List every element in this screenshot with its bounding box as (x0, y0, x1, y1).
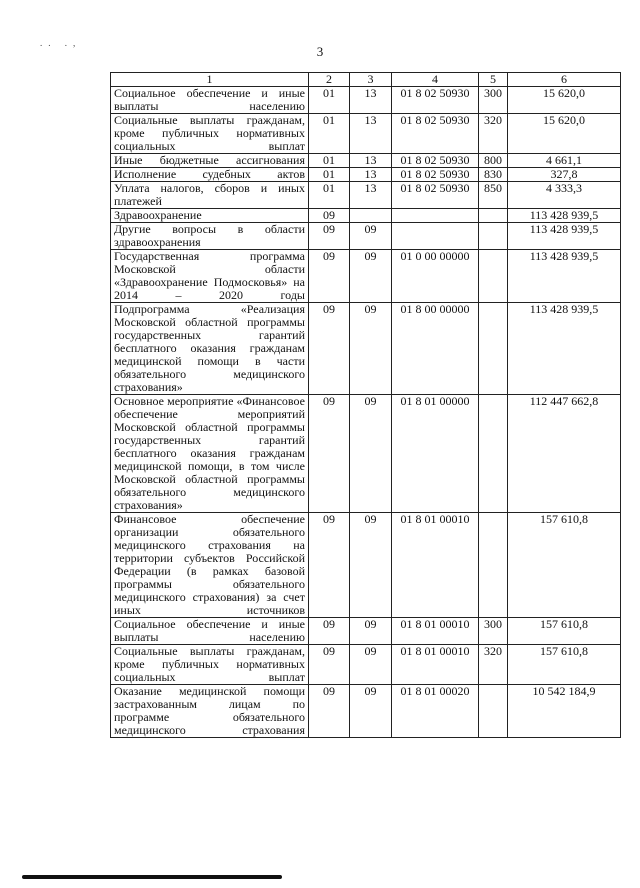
subsection-code-cell: 09 (350, 645, 392, 685)
page-number: 3 (316, 44, 324, 59)
section-code-cell: 09 (309, 685, 350, 738)
subsection-code-cell: 13 (350, 87, 392, 114)
target-article-cell: 01 8 01 00000 (392, 395, 479, 513)
expense-type-cell: 800 (479, 154, 508, 168)
amount-cell: 157 610,8 (508, 513, 621, 618)
table-row (111, 250, 621, 303)
subsection-code-cell: 09 (350, 513, 392, 618)
bottom-rule (22, 875, 282, 879)
section-code-cell: 01 (309, 87, 350, 114)
amount-cell: 113 428 939,5 (508, 250, 621, 303)
section-code-cell: 09 (309, 395, 350, 513)
target-article-cell: 01 8 02 50930 (392, 168, 479, 182)
section-code-cell: 01 (309, 114, 350, 154)
row-name-cell: Государственная программа Московской области «Здравоохранение Подмосковья» на 2014 – 2020 годы (111, 250, 309, 303)
target-article-cell: 01 8 01 00020 (392, 685, 479, 738)
table-row (111, 182, 621, 209)
table-row (111, 168, 621, 182)
table-row (111, 223, 621, 250)
expense-type-cell (479, 685, 508, 738)
table-row (111, 114, 621, 154)
target-article-cell: 01 8 02 50930 (392, 154, 479, 168)
row-name-cell: Исполнение судебных актов (111, 168, 309, 182)
subsection-code-cell: 13 (350, 114, 392, 154)
amount-cell: 113 428 939,5 (508, 223, 621, 250)
row-name-cell: Основное мероприятие «Финансовое обеспечение мероприятий Московской областной программы государственных гарантий бесплатного оказания гражданам медицинской помощи, в том числе Московской областной программы обязательного медицинского страхования» (111, 395, 309, 513)
subsection-code-cell: 09 (350, 395, 392, 513)
section-code-cell: 09 (309, 223, 350, 250)
column-header: 6 (508, 73, 621, 87)
expense-type-cell (479, 250, 508, 303)
target-article-cell: 01 8 02 50930 (392, 114, 479, 154)
row-name-cell: Иные бюджетные ассигнования (111, 154, 309, 168)
section-code-cell: 09 (309, 250, 350, 303)
target-article-cell (392, 209, 479, 223)
subsection-code-cell (350, 209, 392, 223)
expense-type-cell (479, 223, 508, 250)
expense-type-cell: 850 (479, 182, 508, 209)
row-name-cell: Оказание медицинской помощи застрахованным лицам по программе обязательного медицинского страхования (111, 685, 309, 738)
target-article-cell: 01 8 02 50930 (392, 182, 479, 209)
subsection-code-cell: 13 (350, 154, 392, 168)
expense-type-cell (479, 513, 508, 618)
amount-cell: 327,8 (508, 168, 621, 182)
expense-type-cell (479, 303, 508, 395)
target-article-cell: 01 8 01 00010 (392, 513, 479, 618)
row-name-cell: Подпрограмма «Реализация Московской областной программы государственных гарантий бесплатного оказания гражданам медицинской помощи в части обязательного медицинского страхования» (111, 303, 309, 395)
section-code-cell: 09 (309, 618, 350, 645)
section-code-cell: 09 (309, 513, 350, 618)
table-row (111, 395, 621, 513)
expense-type-cell: 320 (479, 645, 508, 685)
subsection-code-cell: 09 (350, 303, 392, 395)
table-row (111, 209, 621, 223)
row-name-cell: Социальное обеспечение и иные выплаты населению (111, 87, 309, 114)
scan-marks: .. ., (40, 38, 82, 48)
amount-cell: 113 428 939,5 (508, 209, 621, 223)
row-name-cell: Социальное обеспечение и иные выплаты населению (111, 618, 309, 645)
table-row (111, 645, 621, 685)
target-article-cell: 01 8 00 00000 (392, 303, 479, 395)
row-name-cell: Уплата налогов, сборов и иных платежей (111, 182, 309, 209)
subsection-code-cell: 13 (350, 168, 392, 182)
expense-type-cell: 830 (479, 168, 508, 182)
column-header: 4 (392, 73, 479, 87)
target-article-cell: 01 8 01 00010 (392, 645, 479, 685)
table-row (111, 685, 621, 738)
target-article-cell: 01 8 01 00010 (392, 618, 479, 645)
section-code-cell: 09 (309, 645, 350, 685)
row-name-cell: Социальные выплаты гражданам, кроме публичных нормативных социальных выплат (111, 645, 309, 685)
target-article-cell (392, 223, 479, 250)
section-code-cell: 09 (309, 303, 350, 395)
column-header: 5 (479, 73, 508, 87)
subsection-code-cell: 09 (350, 250, 392, 303)
section-code-cell: 09 (309, 209, 350, 223)
amount-cell: 15 620,0 (508, 114, 621, 154)
table-row (111, 87, 621, 114)
row-name-cell: Финансовое обеспечение организации обязательного медицинского страхования на территории субъектов Российской Федерации (в рамках базовой программы обязательного медицинского страхования) за счет иных источников (111, 513, 309, 618)
expense-type-cell: 300 (479, 87, 508, 114)
budget-table (110, 72, 621, 738)
table-row (111, 513, 621, 618)
target-article-cell: 01 0 00 00000 (392, 250, 479, 303)
expense-type-cell: 320 (479, 114, 508, 154)
column-header: 3 (350, 73, 392, 87)
column-header: 1 (111, 73, 309, 87)
row-name-cell: Здравоохранение (111, 209, 309, 223)
expense-type-cell: 300 (479, 618, 508, 645)
column-header: 2 (309, 73, 350, 87)
amount-cell: 112 447 662,8 (508, 395, 621, 513)
amount-cell: 157 610,8 (508, 618, 621, 645)
table-row (111, 303, 621, 395)
amount-cell: 113 428 939,5 (508, 303, 621, 395)
expense-type-cell (479, 395, 508, 513)
subsection-code-cell: 09 (350, 685, 392, 738)
amount-cell: 15 620,0 (508, 87, 621, 114)
row-name-cell: Другие вопросы в области здравоохранения (111, 223, 309, 250)
table-header-row (111, 73, 621, 87)
amount-cell: 157 610,8 (508, 645, 621, 685)
amount-cell: 10 542 184,9 (508, 685, 621, 738)
section-code-cell: 01 (309, 182, 350, 209)
section-code-cell: 01 (309, 154, 350, 168)
table-row (111, 154, 621, 168)
subsection-code-cell: 09 (350, 223, 392, 250)
expense-type-cell (479, 209, 508, 223)
amount-cell: 4 661,1 (508, 154, 621, 168)
row-name-cell: Социальные выплаты гражданам, кроме публичных нормативных социальных выплат (111, 114, 309, 154)
subsection-code-cell: 13 (350, 182, 392, 209)
subsection-code-cell: 09 (350, 618, 392, 645)
table-row (111, 618, 621, 645)
amount-cell: 4 333,3 (508, 182, 621, 209)
section-code-cell: 01 (309, 168, 350, 182)
target-article-cell: 01 8 02 50930 (392, 87, 479, 114)
